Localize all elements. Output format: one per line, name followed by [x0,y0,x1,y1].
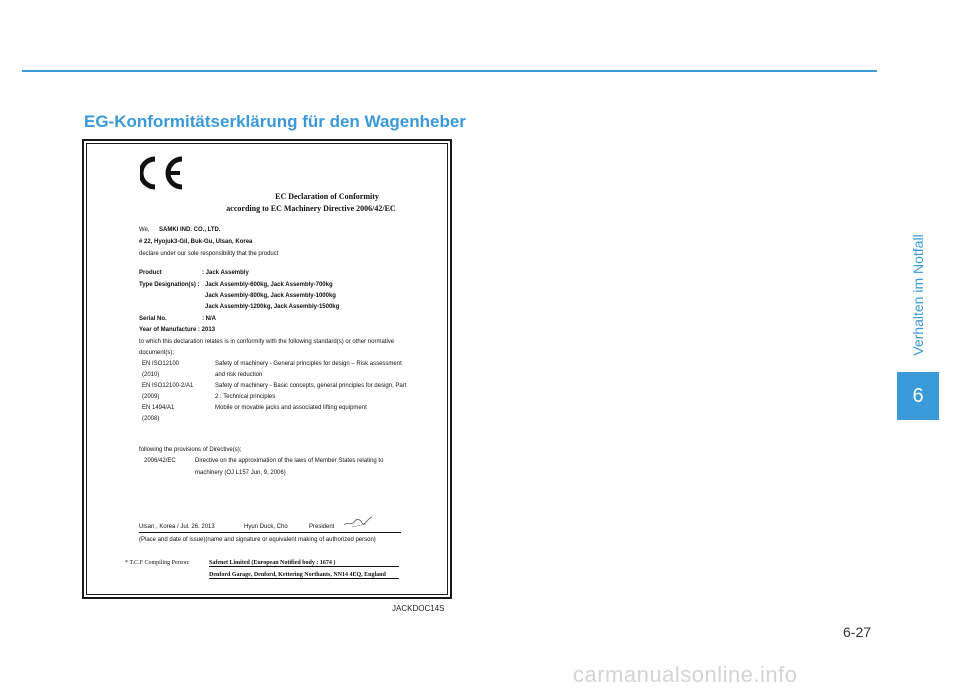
serial-label: Serial No. [139,316,167,322]
page-title: EG-Konformitätserklärung für den Wagenheber [84,112,466,131]
declaration-document [82,139,452,599]
declaration-title-line1: EC Declaration of Conformity [275,192,379,201]
side-section-label: Verhalten im Notfall [910,234,926,356]
standard-description: Mobile or movable jacks and associated lifting equipment [215,405,367,411]
standard-year: (2008) [142,416,160,422]
company-name: SAMKI IND. CO., LTD. [159,227,221,233]
page-number: 6-27 [843,624,872,640]
document-code: JACKDOC14S [392,604,445,613]
product-value: : Jack Assembly [202,270,249,276]
standard-description: and risk reduction [215,372,263,378]
provisions-label: following the provisions of Directive(s); [139,447,242,453]
standard-description: 2 : Technical principles [215,394,276,400]
directive-description: machinery (OJ L157 Jun, 9, 2006) [195,470,286,476]
sign-caption: (Place and date of issue)(name and signature or equivalent making of authorized person) [139,537,376,543]
declaration-inner-border [86,143,448,595]
sign-place-date: Ulsan , Korea / Jul. 26. 2013 [139,524,215,530]
year-of-manufacture: Year of Manufacture : 2013 [139,327,216,333]
standard-code: EN ISO12100-2/A1 [142,383,194,389]
declaration-title-line2: according to EC Machinery Directive 2006/42/EC [226,204,396,213]
tcf-line: Denford Garage, Denford, Kettering Northants, NN14 4EQ, England [209,572,399,579]
standard-year: (2009) [142,394,160,400]
we-label: We, [139,227,150,233]
serial-value: : N/A [202,316,216,322]
signer-title: President [309,524,335,530]
type-label: Type Designation(s) : [139,282,200,288]
type-value: Jack Assembly-600kg, Jack Assembly-700kg [205,282,333,288]
standard-code: EN ISO12100 [142,361,180,367]
conformity-text: to which this declaration relates is in conformity with the following standard(s) or other normative [139,339,395,345]
tcf-line: Safenet Limited (European Notified body : 1674 ) [209,560,399,567]
ce-mark-logo [140,156,188,190]
top-rule [22,70,877,72]
company-address: # 22, Hyojuk3-Gil, Buk-Gu, Ulsan, Korea [139,239,253,245]
standard-code: EN 1494/A1 [142,405,175,411]
directive-code: 2006/42/EC [144,458,176,464]
standard-description: Safety of machinery - General principles for design – Risk assessment [215,361,402,367]
chapter-tab: 6 [897,372,939,420]
standard-year: (2010) [142,372,160,378]
tcf-label: * T.C.F Compiling Person: [125,560,190,566]
declare-text: declare under our sole responsibility that the product [139,251,279,257]
type-value: Jack Assembly-1200kg, Jack Assembly-1500kg [205,304,340,310]
conformity-text: document(s); [139,350,175,356]
directive-description: Directive on the approximation of the laws of Member States relating to [195,458,384,464]
product-label: Product [139,270,162,276]
signer-name: Hyun Duck, Cho [244,524,288,530]
handwritten-signature [342,515,374,529]
standard-description: Safety of machinery - Basic concepts, general principles for design, Part [215,383,407,389]
type-value: Jack Assembly-800kg, Jack Assembly-1000kg [205,293,336,299]
watermark: carmanualsonline.info [573,662,798,687]
side-section-title [898,220,938,370]
